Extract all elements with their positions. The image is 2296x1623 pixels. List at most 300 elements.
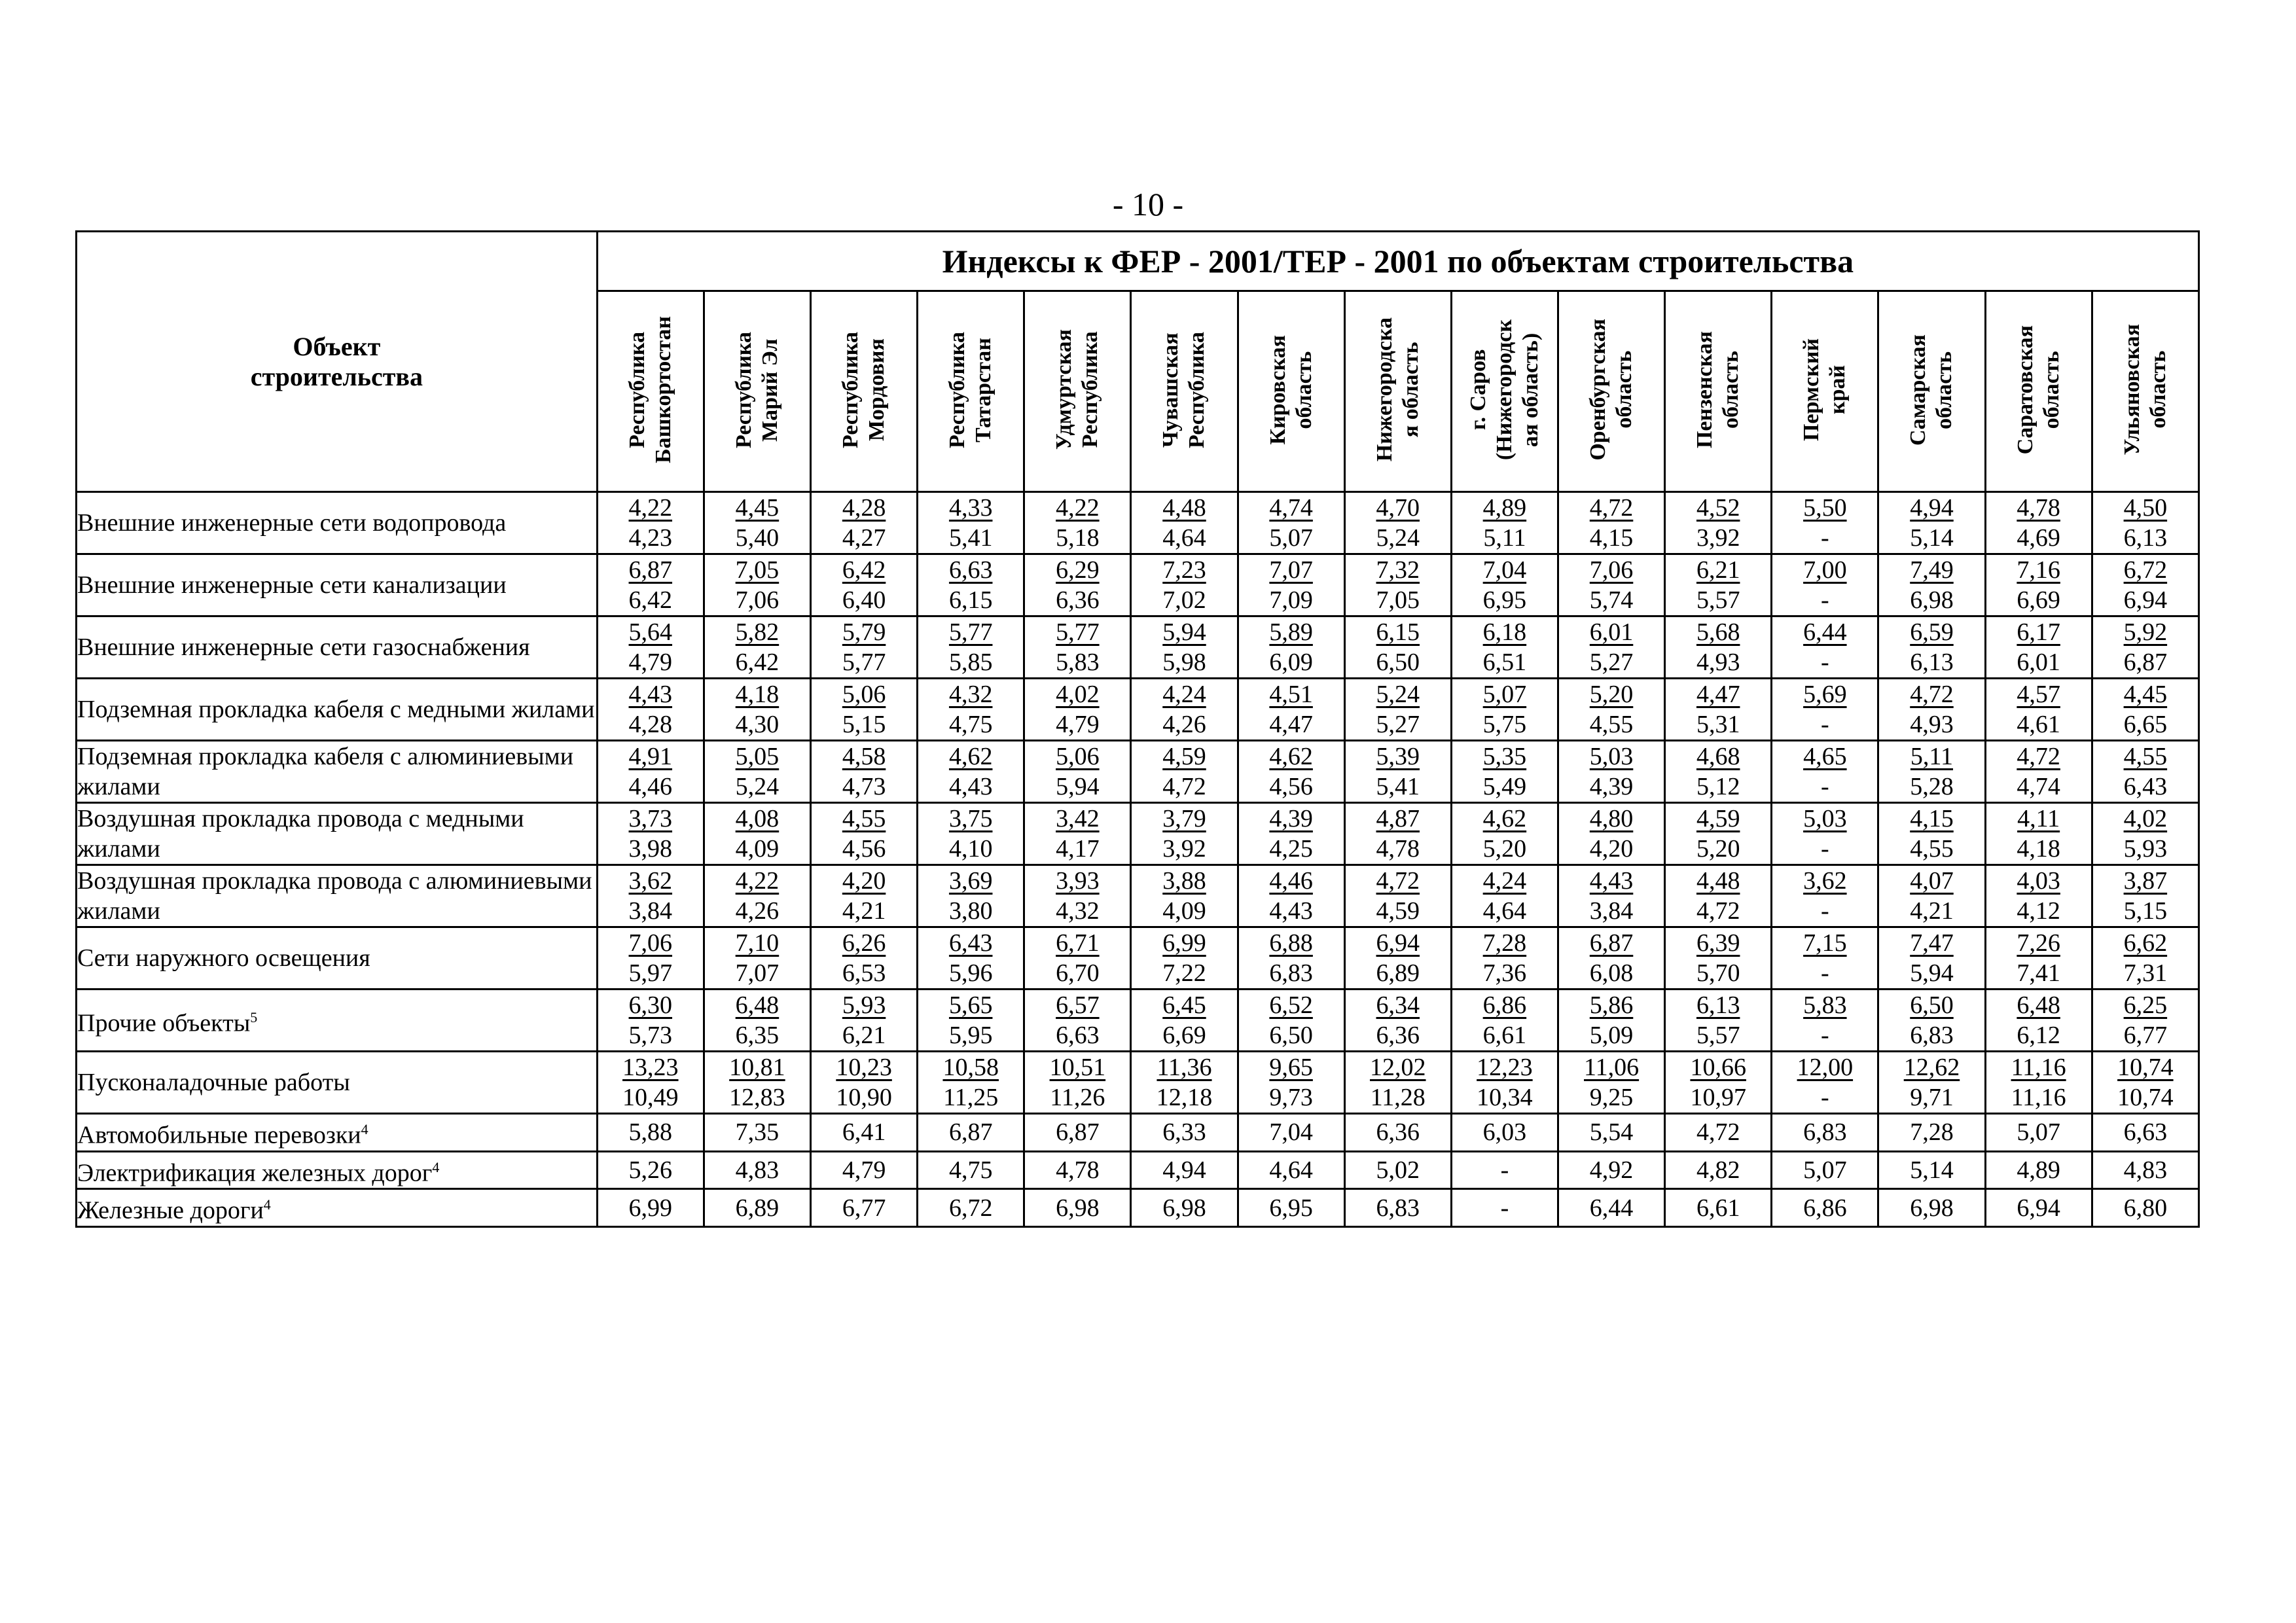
region-header bbox=[1985, 291, 2092, 492]
fer-index-value: 5,39 bbox=[1376, 743, 1420, 770]
ter-index-value: 6,42 bbox=[628, 586, 673, 614]
ter-index-value: 9,71 bbox=[1910, 1084, 1954, 1111]
fer-index-value: 4,24 bbox=[1482, 867, 1527, 895]
index-cell bbox=[1024, 927, 1131, 990]
ter-index-value: 5,27 bbox=[1376, 711, 1420, 738]
index-cell bbox=[811, 616, 918, 679]
table-row bbox=[77, 1189, 2199, 1227]
table-row bbox=[77, 990, 2199, 1052]
index-cell bbox=[1665, 492, 1772, 554]
index-cell bbox=[918, 865, 1024, 927]
index-cell bbox=[1772, 927, 1878, 990]
fer-index-value: 6,62 bbox=[2123, 929, 2168, 957]
fer-index-value: 7,07 bbox=[1269, 556, 1313, 584]
index-cell bbox=[1665, 803, 1772, 865]
ter-index-value: 4,56 bbox=[1269, 773, 1313, 800]
ter-index-value: 4,17 bbox=[1056, 835, 1100, 863]
index-cell bbox=[704, 990, 810, 1052]
fer-index-value: 6,87 bbox=[1589, 929, 1634, 957]
fer-index-value: 4,02 bbox=[2123, 805, 2168, 832]
ter-index-value: 5,15 bbox=[2123, 897, 2168, 925]
index-cell bbox=[1772, 803, 1878, 865]
ter-index-value: 9,73 bbox=[1269, 1084, 1313, 1111]
ter-index-value: 4,56 bbox=[842, 835, 886, 863]
index-cell bbox=[704, 803, 810, 865]
fer-index-value: 5,92 bbox=[2123, 618, 2168, 646]
fer-index-value: 6,86 bbox=[1482, 991, 1527, 1019]
fer-index-value: 4,55 bbox=[2123, 743, 2168, 770]
fer-index-value: 6,50 bbox=[1910, 991, 1954, 1019]
fer-index-value: 7,16 bbox=[2017, 556, 2060, 584]
index-cell bbox=[918, 803, 1024, 865]
ter-index-value: 5,18 bbox=[1056, 524, 1100, 552]
index-cell bbox=[1772, 865, 1878, 927]
index-cell bbox=[1451, 492, 1558, 554]
index-cell bbox=[1985, 679, 2092, 741]
index-cell bbox=[1878, 741, 1985, 803]
fer-index-value: 11,06 bbox=[1584, 1054, 1640, 1081]
fer-index-value: 6,48 bbox=[2017, 991, 2060, 1019]
index-value: 4,89 bbox=[1985, 1151, 2092, 1189]
fer-index-value: 13,23 bbox=[622, 1054, 679, 1081]
index-value: 6,94 bbox=[1985, 1189, 2092, 1227]
region-header-label: Республика Мордовия bbox=[838, 331, 889, 448]
index-cell bbox=[2092, 1052, 2198, 1114]
index-cell bbox=[1131, 927, 1238, 990]
index-cell bbox=[1024, 741, 1131, 803]
ter-index-value: 6,61 bbox=[1482, 1022, 1527, 1049]
fer-index-value: 4,33 bbox=[948, 494, 993, 522]
ter-index-value: 12,83 bbox=[729, 1084, 785, 1111]
fer-index-value: 5,07 bbox=[1482, 681, 1527, 708]
region-header-label: Пермский край bbox=[1799, 338, 1850, 441]
ter-index-value: 5,12 bbox=[1696, 773, 1740, 800]
index-cell bbox=[1344, 554, 1451, 616]
fer-index-value: 4,59 bbox=[1696, 805, 1740, 832]
fer-index-value: 4,52 bbox=[1696, 494, 1740, 522]
index-value: 6,98 bbox=[1878, 1189, 1985, 1227]
index-cell bbox=[1558, 803, 1664, 865]
fer-index-value: 4,80 bbox=[1589, 805, 1634, 832]
fer-index-value: 7,10 bbox=[735, 929, 780, 957]
fer-index-value: 7,06 bbox=[1589, 556, 1634, 584]
index-cell bbox=[1131, 803, 1238, 865]
fer-index-value: 6,25 bbox=[2123, 991, 2168, 1019]
index-value: 5,07 bbox=[1985, 1114, 2092, 1152]
footnote-marker: 4 bbox=[432, 1158, 440, 1175]
index-cell bbox=[597, 679, 704, 741]
fer-index-value: 3,88 bbox=[1162, 867, 1206, 895]
index-value: 4,78 bbox=[1024, 1151, 1131, 1189]
index-cell bbox=[811, 990, 918, 1052]
ter-index-value: 6,12 bbox=[2017, 1022, 2060, 1049]
ter-index-value: 6,40 bbox=[842, 586, 886, 614]
fer-index-value: 5,86 bbox=[1589, 991, 1634, 1019]
fer-index-value: 6,88 bbox=[1269, 929, 1313, 957]
index-title: Индексы к ФЕР - 2001/ТЕР - 2001 по объектам строительства bbox=[597, 232, 2198, 291]
index-cell bbox=[1238, 554, 1344, 616]
index-cell bbox=[1772, 990, 1878, 1052]
object-name: Внешние инженерные сети водопровода bbox=[77, 492, 598, 554]
ter-index-value: 4,09 bbox=[735, 835, 780, 863]
index-cell bbox=[918, 1052, 1024, 1114]
index-cell bbox=[704, 927, 810, 990]
ter-index-value: 6,63 bbox=[1056, 1022, 1100, 1049]
index-cell bbox=[1451, 803, 1558, 865]
ter-index-value: 6,95 bbox=[1482, 586, 1527, 614]
index-cell bbox=[1878, 865, 1985, 927]
index-value: 6,80 bbox=[2092, 1189, 2198, 1227]
fer-index-value: 11,36 bbox=[1157, 1054, 1212, 1081]
ter-index-value: 5,41 bbox=[1376, 773, 1420, 800]
ter-index-value: - bbox=[1821, 835, 1829, 863]
index-cell bbox=[597, 554, 704, 616]
index-cell bbox=[1451, 616, 1558, 679]
fer-index-value: 4,02 bbox=[1056, 681, 1100, 708]
index-cell bbox=[1238, 741, 1344, 803]
object-name: Пусконаладочные работы bbox=[77, 1052, 598, 1114]
index-value: 5,14 bbox=[1878, 1151, 1985, 1189]
fer-index-value: 4,58 bbox=[842, 743, 886, 770]
ter-index-value: 6,77 bbox=[2123, 1022, 2168, 1049]
index-cell bbox=[1558, 679, 1664, 741]
fer-index-value: 4,28 bbox=[842, 494, 886, 522]
ter-index-value: 4,72 bbox=[1162, 773, 1206, 800]
index-value: 6,03 bbox=[1451, 1114, 1558, 1152]
fer-index-value: 10,58 bbox=[942, 1054, 999, 1081]
ter-index-value: 5,97 bbox=[628, 959, 673, 987]
region-header bbox=[1024, 291, 1131, 492]
index-cell bbox=[1558, 990, 1664, 1052]
fer-index-value: 5,68 bbox=[1696, 618, 1740, 646]
index-cell bbox=[1558, 554, 1664, 616]
index-cell bbox=[1344, 616, 1451, 679]
index-cell bbox=[1451, 990, 1558, 1052]
ter-index-value: 5,40 bbox=[735, 524, 780, 552]
ter-index-value: 6,69 bbox=[2017, 586, 2060, 614]
index-cell bbox=[1344, 492, 1451, 554]
index-cell bbox=[1344, 679, 1451, 741]
ter-index-value: 4,73 bbox=[842, 773, 886, 800]
table-row bbox=[77, 554, 2199, 616]
region-header-label: Нижегородска я область bbox=[1372, 317, 1423, 462]
index-cell bbox=[1878, 803, 1985, 865]
fer-index-value: 4,91 bbox=[628, 743, 673, 770]
fer-index-value: 3,75 bbox=[948, 805, 993, 832]
ter-index-value: 5,57 bbox=[1696, 1022, 1740, 1049]
index-cell bbox=[2092, 927, 2198, 990]
fer-index-value: 6,13 bbox=[1696, 991, 1740, 1019]
fer-index-value: 4,59 bbox=[1162, 743, 1206, 770]
fer-index-value: 4,32 bbox=[948, 681, 993, 708]
object-column-header bbox=[77, 232, 598, 492]
ter-index-value: 4,20 bbox=[1589, 835, 1634, 863]
ter-index-value: 4,32 bbox=[1056, 897, 1100, 925]
index-value: 4,75 bbox=[918, 1151, 1024, 1189]
object-name: Воздушная прокладка провода с медными жилами bbox=[77, 803, 598, 865]
index-cell bbox=[1344, 990, 1451, 1052]
ter-index-value: 6,13 bbox=[2123, 524, 2168, 552]
ter-index-value: 4,55 bbox=[1589, 711, 1634, 738]
fer-index-value: 5,69 bbox=[1803, 681, 1847, 708]
index-cell bbox=[1878, 679, 1985, 741]
fer-index-value: 7,32 bbox=[1376, 556, 1420, 584]
fer-index-value: 6,34 bbox=[1376, 991, 1420, 1019]
fer-index-value: 4,62 bbox=[1269, 743, 1313, 770]
ter-index-value: 6,01 bbox=[2017, 649, 2060, 676]
fer-index-value: 4,18 bbox=[735, 681, 780, 708]
index-cell bbox=[918, 990, 1024, 1052]
index-cell bbox=[597, 990, 704, 1052]
index-cell bbox=[597, 492, 704, 554]
region-header bbox=[1131, 291, 1238, 492]
index-value: 6,44 bbox=[1558, 1189, 1664, 1227]
fer-index-value: 6,26 bbox=[842, 929, 886, 957]
ter-index-value: 7,09 bbox=[1269, 586, 1313, 614]
index-cell bbox=[918, 492, 1024, 554]
ter-index-value: 5,94 bbox=[1910, 959, 1954, 987]
fer-index-value: 4,15 bbox=[1910, 805, 1954, 832]
fer-index-value: 6,59 bbox=[1910, 618, 1954, 646]
index-cell bbox=[811, 927, 918, 990]
fer-index-value: 6,57 bbox=[1056, 991, 1100, 1019]
ter-index-value: 5,41 bbox=[948, 524, 993, 552]
fer-index-value: 4,62 bbox=[1482, 805, 1527, 832]
ter-index-value: 7,22 bbox=[1162, 959, 1206, 987]
fer-index-value: 3,42 bbox=[1056, 805, 1100, 832]
fer-index-value: 4,72 bbox=[1589, 494, 1634, 522]
fer-index-value: 6,18 bbox=[1482, 618, 1527, 646]
index-cell bbox=[704, 492, 810, 554]
construction-index-table bbox=[75, 230, 2200, 1228]
ter-index-value: 11,26 bbox=[1050, 1084, 1105, 1111]
fer-index-value: 4,11 bbox=[2017, 805, 2060, 832]
ter-index-value: 6,70 bbox=[1056, 959, 1100, 987]
index-cell bbox=[1665, 679, 1772, 741]
fer-index-value: 5,11 bbox=[1910, 743, 1954, 770]
ter-index-value: 9,25 bbox=[1589, 1084, 1634, 1111]
index-cell bbox=[1665, 554, 1772, 616]
index-cell bbox=[1131, 990, 1238, 1052]
index-cell bbox=[1665, 1052, 1772, 1114]
fer-index-value: 5,06 bbox=[1056, 743, 1100, 770]
ter-index-value: 11,25 bbox=[943, 1084, 999, 1111]
ter-index-value: 4,10 bbox=[948, 835, 993, 863]
index-cell bbox=[811, 492, 918, 554]
table-row bbox=[77, 616, 2199, 679]
fer-index-value: 5,93 bbox=[842, 991, 886, 1019]
ter-index-value: 5,31 bbox=[1696, 711, 1740, 738]
index-cell bbox=[2092, 741, 2198, 803]
fer-index-value: 5,77 bbox=[1056, 618, 1100, 646]
index-value: 6,95 bbox=[1238, 1189, 1344, 1227]
index-cell bbox=[811, 679, 918, 741]
index-value: 5,54 bbox=[1558, 1114, 1664, 1152]
ter-index-value: 4,46 bbox=[628, 773, 673, 800]
index-cell bbox=[918, 616, 1024, 679]
ter-index-value: 6,42 bbox=[735, 649, 780, 676]
ter-index-value: - bbox=[1821, 649, 1829, 676]
index-value: - bbox=[1451, 1189, 1558, 1227]
ter-index-value: - bbox=[1821, 1022, 1829, 1049]
ter-index-value: 6,87 bbox=[2123, 649, 2168, 676]
fer-index-value: 4,72 bbox=[2017, 743, 2060, 770]
index-value: 6,99 bbox=[597, 1189, 704, 1227]
page-number: - 10 - bbox=[1112, 186, 1184, 223]
index-cell bbox=[1985, 492, 2092, 554]
fer-index-value: 10,51 bbox=[1049, 1054, 1106, 1081]
index-cell bbox=[1878, 616, 1985, 679]
object-name: Электрификация железных дорог$^4$ bbox=[77, 1151, 598, 1189]
fer-index-value: 4,22 bbox=[628, 494, 673, 522]
index-value: 6,98 bbox=[1131, 1189, 1238, 1227]
index-value: 5,88 bbox=[597, 1114, 704, 1152]
table-row bbox=[77, 1052, 2199, 1114]
ter-index-value: 4,30 bbox=[735, 711, 780, 738]
index-cell bbox=[1451, 741, 1558, 803]
ter-index-value: 6,08 bbox=[1589, 959, 1634, 987]
fer-index-value: 4,03 bbox=[2017, 867, 2060, 895]
fer-index-value: 5,03 bbox=[1589, 743, 1634, 770]
fer-index-value: 7,49 bbox=[1910, 556, 1954, 584]
index-cell bbox=[1238, 927, 1344, 990]
region-header-label: Оренбургская область bbox=[1586, 319, 1637, 461]
table-row bbox=[77, 1114, 2199, 1152]
index-value: 5,07 bbox=[1772, 1151, 1878, 1189]
fer-index-value: 4,22 bbox=[735, 867, 780, 895]
ter-index-value: 4,59 bbox=[1376, 897, 1420, 925]
footnote-marker: 5 bbox=[250, 1008, 258, 1026]
ter-index-value: 4,64 bbox=[1162, 524, 1206, 552]
region-header-label: г. Саров (Нижегородск ая область) bbox=[1465, 319, 1543, 461]
index-cell bbox=[704, 554, 810, 616]
ter-index-value: 5,49 bbox=[1482, 773, 1527, 800]
fer-index-value: 6,48 bbox=[735, 991, 780, 1019]
fer-index-value: 12,00 bbox=[1797, 1054, 1854, 1081]
index-cell bbox=[1878, 492, 1985, 554]
ter-index-value: 4,26 bbox=[1162, 711, 1206, 738]
object-name: Внешние инженерные сети канализации bbox=[77, 554, 598, 616]
fer-index-value: 4,45 bbox=[2123, 681, 2168, 708]
index-value: 6,98 bbox=[1024, 1189, 1131, 1227]
fer-index-value: 4,72 bbox=[1910, 681, 1954, 708]
index-cell bbox=[1985, 865, 2092, 927]
ter-index-value: 6,89 bbox=[1376, 959, 1420, 987]
index-cell bbox=[1344, 927, 1451, 990]
index-cell bbox=[2092, 616, 2198, 679]
index-cell bbox=[1665, 616, 1772, 679]
fer-index-value: 4,68 bbox=[1696, 743, 1740, 770]
fer-index-value: 6,15 bbox=[1376, 618, 1420, 646]
ter-index-value: 6,98 bbox=[1910, 586, 1954, 614]
fer-index-value: 6,94 bbox=[1376, 929, 1420, 957]
index-cell bbox=[1344, 1052, 1451, 1114]
fer-index-value: 7,23 bbox=[1162, 556, 1206, 584]
region-header bbox=[1878, 291, 1985, 492]
ter-index-value: 10,74 bbox=[2117, 1084, 2174, 1111]
ter-index-value: - bbox=[1821, 1084, 1829, 1111]
index-cell bbox=[1772, 492, 1878, 554]
region-header bbox=[811, 291, 918, 492]
fer-index-value: 7,15 bbox=[1803, 929, 1847, 957]
fer-index-value: 5,77 bbox=[948, 618, 993, 646]
fer-index-value: 7,00 bbox=[1803, 556, 1847, 584]
region-header-label: Ульяновская область bbox=[2119, 324, 2170, 455]
index-value: 4,92 bbox=[1558, 1151, 1664, 1189]
table-row bbox=[77, 1151, 2199, 1189]
index-cell bbox=[1985, 927, 2092, 990]
fer-index-value: 6,45 bbox=[1162, 991, 1206, 1019]
ter-index-value: 3,92 bbox=[1696, 524, 1740, 552]
ter-index-value: 12,18 bbox=[1156, 1084, 1213, 1111]
index-value: 6,87 bbox=[1024, 1114, 1131, 1152]
ter-index-value: 4,43 bbox=[1269, 897, 1313, 925]
index-value: 6,61 bbox=[1665, 1189, 1772, 1227]
fer-index-value: 12,23 bbox=[1477, 1054, 1533, 1081]
ter-index-value: 11,16 bbox=[2011, 1084, 2066, 1111]
index-value: 6,87 bbox=[918, 1114, 1024, 1152]
ter-index-value: 5,77 bbox=[842, 649, 886, 676]
fer-index-value: 7,28 bbox=[1482, 929, 1527, 957]
ter-index-value: 6,09 bbox=[1269, 649, 1313, 676]
index-cell bbox=[1665, 741, 1772, 803]
index-cell bbox=[1238, 803, 1344, 865]
ter-index-value: 5,20 bbox=[1482, 835, 1527, 863]
index-value: 6,83 bbox=[1772, 1114, 1878, 1152]
fer-index-value: 10,74 bbox=[2117, 1054, 2174, 1081]
index-cell bbox=[918, 741, 1024, 803]
fer-index-value: 6,71 bbox=[1056, 929, 1100, 957]
index-cell bbox=[1131, 554, 1238, 616]
ter-index-value: 4,21 bbox=[842, 897, 886, 925]
index-cell bbox=[1024, 616, 1131, 679]
index-cell bbox=[597, 616, 704, 679]
ter-index-value: 6,43 bbox=[2123, 773, 2168, 800]
index-cell bbox=[1772, 1052, 1878, 1114]
ter-index-value: 5,93 bbox=[2123, 835, 2168, 863]
ter-index-value: 5,95 bbox=[948, 1022, 993, 1049]
fer-index-value: 4,72 bbox=[1376, 867, 1420, 895]
ter-index-value: 11,28 bbox=[1370, 1084, 1426, 1111]
ter-index-value: 4,93 bbox=[1910, 711, 1954, 738]
ter-index-value: 5,96 bbox=[948, 959, 993, 987]
ter-index-value: 3,84 bbox=[628, 897, 673, 925]
index-cell bbox=[1131, 1052, 1238, 1114]
footnote-marker: 4 bbox=[263, 1196, 271, 1213]
index-cell bbox=[704, 741, 810, 803]
index-value: 4,79 bbox=[811, 1151, 918, 1189]
fer-index-value: 5,89 bbox=[1269, 618, 1313, 646]
ter-index-value: 10,34 bbox=[1477, 1084, 1533, 1111]
index-cell bbox=[1238, 679, 1344, 741]
ter-index-value: 5,20 bbox=[1696, 835, 1740, 863]
index-cell bbox=[2092, 679, 2198, 741]
ter-index-value: 4,39 bbox=[1589, 773, 1634, 800]
index-value: 6,36 bbox=[1344, 1114, 1451, 1152]
index-cell bbox=[597, 1052, 704, 1114]
object-name: Сети наружного освещения bbox=[77, 927, 598, 990]
fer-index-value: 5,24 bbox=[1376, 681, 1420, 708]
fer-index-value: 4,87 bbox=[1376, 805, 1420, 832]
fer-index-value: 5,94 bbox=[1162, 618, 1206, 646]
ter-index-value: 5,24 bbox=[735, 773, 780, 800]
fer-index-value: 6,99 bbox=[1162, 929, 1206, 957]
fer-index-value: 6,39 bbox=[1696, 929, 1740, 957]
ter-index-value: 6,13 bbox=[1910, 649, 1954, 676]
ter-index-value: 4,26 bbox=[735, 897, 780, 925]
ter-index-value: 6,35 bbox=[735, 1022, 780, 1049]
ter-index-value: 5,11 bbox=[1483, 524, 1526, 552]
